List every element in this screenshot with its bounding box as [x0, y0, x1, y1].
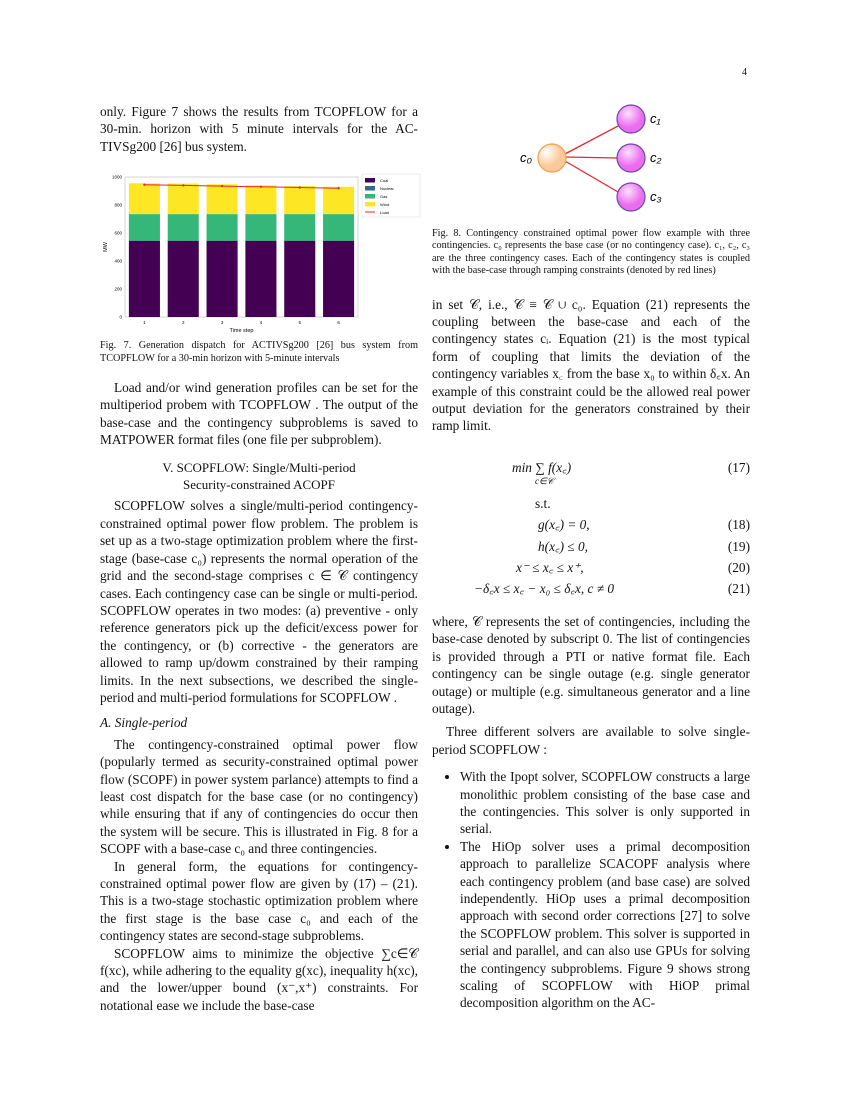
- section-title-line2: Security-constrained ACOPF: [182, 477, 335, 493]
- node-label: c₂: [650, 150, 662, 165]
- y-tick-label: 0: [119, 314, 122, 320]
- bar-segment-gas: [129, 214, 160, 241]
- y-axis-label: MW: [103, 242, 109, 253]
- equation: x⁻ ≤ x꜀ ≤ x⁺,: [516, 559, 584, 575]
- bar-segment-coal: [207, 241, 238, 317]
- legend-label: Coal: [380, 178, 389, 184]
- contingency-diagram: [500, 95, 700, 220]
- node-label: c₁: [650, 111, 661, 126]
- x-tick-label: 6: [337, 320, 340, 326]
- equation: g(x꜀) = 0,: [538, 516, 590, 532]
- equation: −δ꜀x ≤ x꜀ − x₀ ≤ δ꜀x, c ≠ 0: [474, 580, 615, 596]
- paragraph: where, 𝒞 represents the set of contingencies, including the base-case denoted by subscript 0. The list of contingencies is provided through a PTI or native format file. Each contingency can be single outage (e.g. single generator outage) or multiple (e.g. simultaneous generator and a line outage).: [432, 613, 750, 716]
- paragraph: SCOPFLOW solves a single/multi-period contingency-constrained optimal power flow problem. The problem is set up as a two-stage optimization problem where the first-stage (base-case c₀) represents the normal operation of the grid and the second-stage comprises c ∈ 𝒞 contingency cases. Each contingency case can be single or multi-period. SCOPFLOW operates in two modes: (a) preventive - only reference generators pick up the deficit/excess power for the contingency, or (b) corrective - the generators are allowed to ramp up/dowm constrained by their ramping limits. In the next subsections, we described the single-period and multi-period formulations for SCOPFLOW .: [100, 498, 418, 705]
- legend-label: Load: [380, 210, 389, 216]
- load-point: [221, 185, 223, 187]
- legend-swatch: [365, 186, 375, 191]
- coupling-line: [565, 157, 618, 158]
- legend-swatch: [365, 178, 375, 183]
- section-title-line1: V. SCOPFLOW: Single/Multi-period: [162, 459, 356, 475]
- list-item: • With the Ipopt solver, SCOPFLOW constructs a large monolithic problem consisting of the base case and the contingencies. This solver is only supported in serial.: [460, 768, 750, 838]
- legend-swatch: [365, 202, 375, 207]
- contingency-node: [617, 144, 645, 172]
- bar-segment-gas: [207, 214, 238, 241]
- base-case-node: [538, 144, 566, 172]
- bar-segment-wind: [129, 184, 160, 215]
- load-point: [299, 187, 301, 189]
- paragraph: Three different solvers are available to solve single-period SCOPFLOW :: [432, 724, 750, 757]
- y-tick-label: 400: [114, 258, 122, 264]
- equation-number: (21): [727, 580, 750, 596]
- bar-segment-gas: [284, 214, 315, 241]
- bar-segment-wind: [168, 184, 199, 215]
- paragraph: The contingency-constrained optimal power flow (popularly termed as security-constrained optimal power flow (SCOPF) in power system parlance) attempts to find a least cost dispatch for the base case (or no contingency) while ensuring that if any of contingencies do occur then the system will be secure. This is illustrated in Fig. 8 for a SCOPF with a base-case c₀ and three contingencies.: [100, 736, 418, 857]
- legend-label: Nuclear: [380, 186, 394, 192]
- x-tick-label: 1: [143, 320, 146, 326]
- coupling-line: [565, 161, 618, 192]
- load-point: [260, 186, 262, 188]
- load-point: [337, 187, 339, 189]
- equation-number: (17): [727, 459, 750, 475]
- page-number: 4: [742, 67, 747, 78]
- bar-segment-wind: [245, 186, 276, 215]
- legend-label: Wind: [380, 202, 390, 208]
- bar-segment-wind: [323, 187, 354, 214]
- equation: min ∑ f(x꜀): [512, 459, 572, 475]
- equation-number: (19): [727, 538, 750, 554]
- load-point: [182, 184, 184, 186]
- x-tick-label: 2: [181, 320, 185, 326]
- x-axis-label: Time step: [229, 328, 254, 335]
- bar-segment-coal: [245, 241, 276, 317]
- bar-segment-coal: [129, 241, 160, 317]
- contingency-node: [617, 183, 645, 211]
- paragraph: In general form, the equations for contingency-constrained optimal power flow are given by (17) – (21). This is a two-stage stochastic optimization problem where the first stage is the base case c₀ and each of the contingency states are second-stage subproblems.: [100, 858, 418, 944]
- bar-segment-wind: [207, 184, 238, 214]
- list-item: • The HiOp solver uses a primal decomposition approach to parallelize SCACOPF analysis where each contingency problem (and base case) are solved independently. HiOp uses a primal decomposition approach with second order corrections [27] to solve the SCOPFLOW problem. This solver is supported in serial and parallel, and can also use GPUs for solving the contingency subproblems. Figure 9 shows strong scaling of SCOPFLOW with HiOP primal decomposition algorithm on the AC-: [460, 838, 750, 1012]
- load-point: [143, 184, 145, 186]
- paragraph: SCOPFLOW aims to minimize the objective ∑c∈𝒞 f(xc), while adhering to the equality g(xc), inequality h(xc), and the lower/upper bound (x⁻,x⁺) constraints. For notational ease we include the base-case: [100, 945, 418, 1013]
- solver-list: [432, 768, 750, 1012]
- left-column: [100, 103, 418, 1014]
- legend-swatch: [365, 194, 375, 199]
- paragraph: Load and/or wind generation profiles can be set for the multiperiod probem with TCOPFLOW . The output of the base-case and the contingency subproblems is saved to MATPOWER format files (one file per subproblem).: [100, 380, 418, 448]
- section-heading: [100, 459, 418, 494]
- contingency-node: [617, 105, 645, 133]
- equation-subscript: c∈𝒞: [535, 475, 554, 486]
- subsection-heading: A. Single-period: [100, 715, 188, 731]
- x-tick-label: 3: [220, 320, 224, 326]
- equation: s.t.: [535, 495, 551, 511]
- y-tick-label: 200: [114, 286, 122, 292]
- paragraph: in set 𝒞, i.e., 𝒞 ≡ 𝒞 ∪ c₀. Equation (21) represents the coupling between the base-case and each of the contingency states cᵢ. Equation (21) is the most typical form of coupling that limits the deviation of the contingency variables x꜀ from the base x₀ to within δ꜀x. An example of this constraint could be the allowed real power output deviation for the generators constrained by their ramp limit.: [432, 296, 750, 434]
- legend-label: Gas: [380, 194, 388, 200]
- y-tick-label: 600: [114, 230, 122, 236]
- y-tick-label: 1000: [111, 174, 122, 180]
- equation: h(x꜀) ≤ 0,: [538, 538, 588, 554]
- generation-dispatch-chart: [95, 169, 425, 334]
- bar-segment-gas: [323, 214, 354, 241]
- equation-number: (18): [727, 516, 750, 532]
- x-tick-label: 4: [259, 320, 263, 326]
- coupling-line: [565, 126, 618, 154]
- x-tick-label: 5: [298, 320, 302, 326]
- fig8-caption: Fig. 8. Contingency constrained optimal power flow example with three contingencies. c₀ represents the base case (or no contingency case). c₁, c₂, c₃ are the three contingency cases. Each of the contingency states is coupled with the base-case through ramping constraints (denoted by red lines): [432, 228, 750, 277]
- intro-text: only. Figure 7 shows the results from TCOPFLOW for a 30-min. horizon with 5 minute intervals for the AC-TIVSg200 [26] bus system.: [100, 104, 418, 154]
- node-label: c₃: [650, 189, 662, 204]
- equations: [432, 459, 750, 605]
- equation-number: (20): [727, 559, 750, 575]
- bar-segment-coal: [168, 241, 199, 317]
- fig7-caption: Fig. 7. Generation dispatch for ACTIVSg200 [26] bus system from TCOPFLOW for a 30-min horizon with 5-minute intervals: [100, 340, 418, 364]
- bar-segment-gas: [245, 214, 276, 241]
- bar-segment-coal: [284, 241, 315, 317]
- bar-segment-coal: [323, 241, 354, 317]
- bar-segment-gas: [168, 214, 199, 241]
- right-column: [432, 95, 750, 1012]
- bar-segment-wind: [284, 186, 315, 214]
- y-tick-label: 800: [114, 202, 122, 208]
- node-label: c₀: [520, 150, 532, 165]
